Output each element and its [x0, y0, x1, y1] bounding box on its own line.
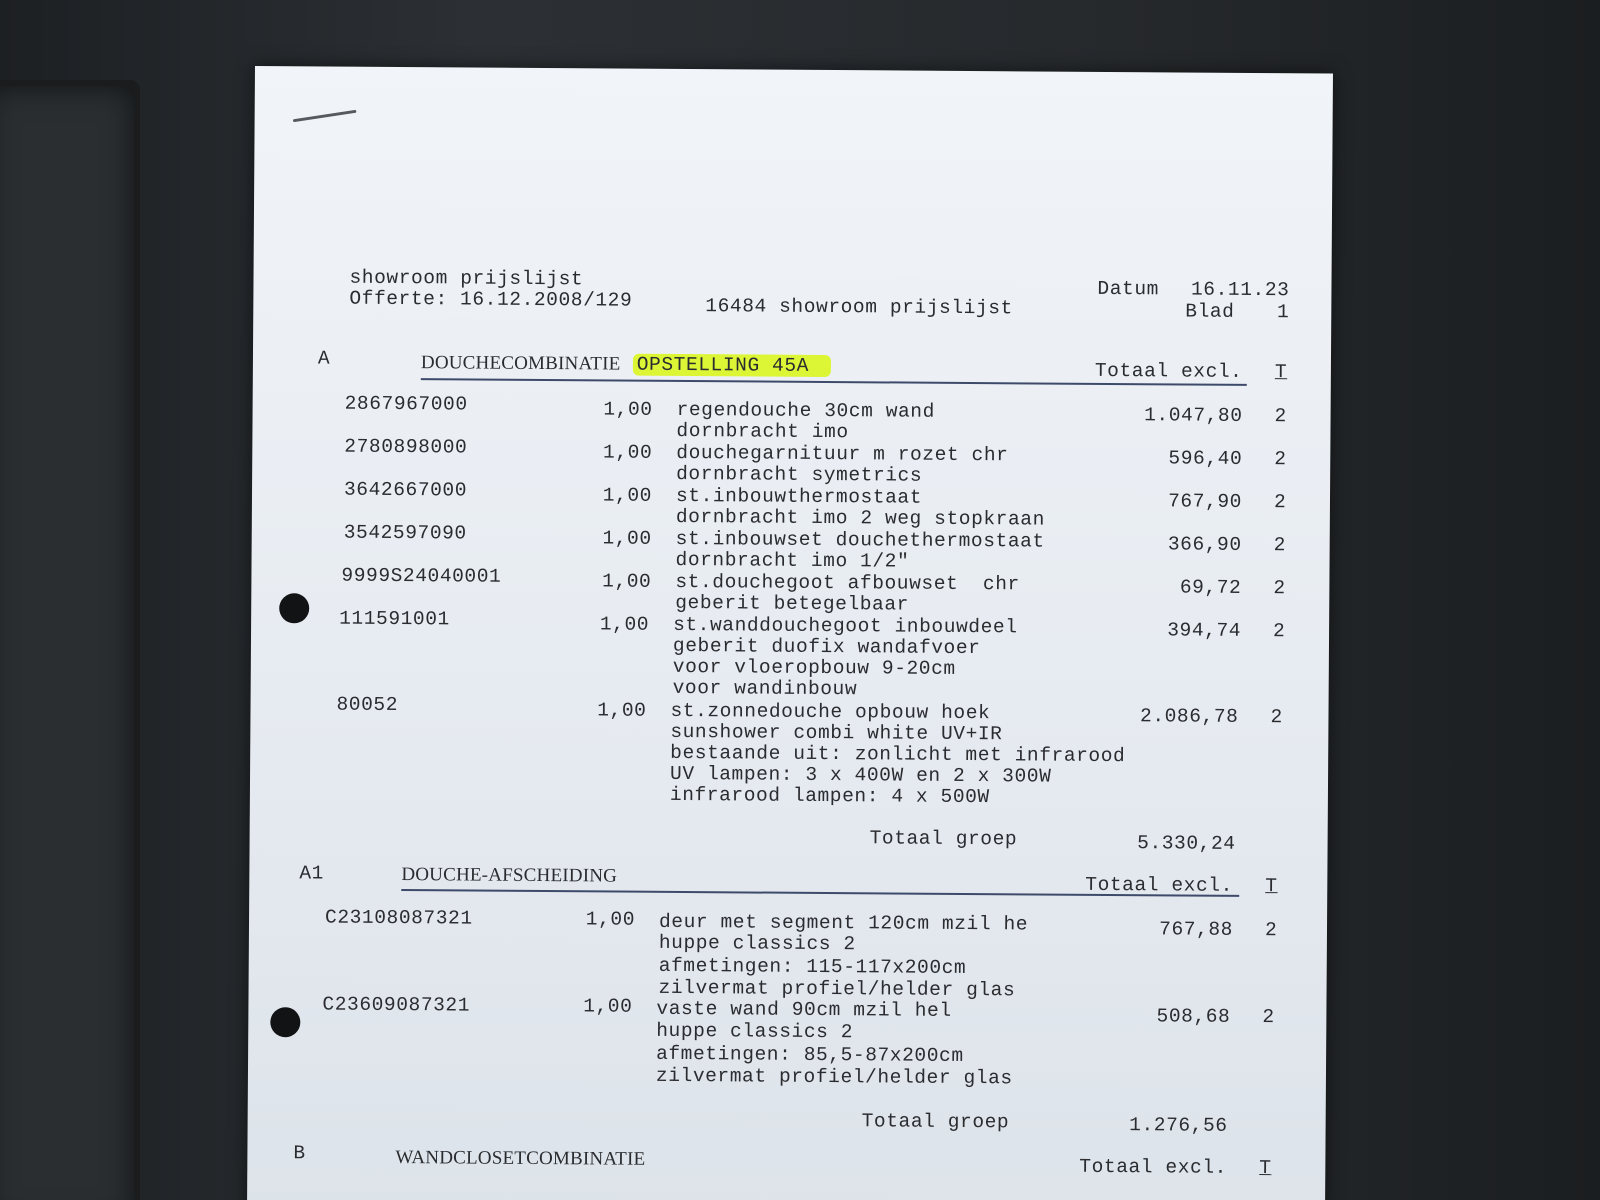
t-column-header: T	[1265, 875, 1278, 898]
section-title	[401, 864, 617, 888]
section-title	[421, 352, 831, 377]
t-column-header: T	[1274, 361, 1288, 384]
price: 1.047,80	[1144, 404, 1243, 427]
description-line: geberit betegelbaar	[675, 591, 910, 616]
description-line: zilvermat profiel/helder glas	[655, 1064, 1013, 1090]
datum-value: 16.11.23	[1190, 278, 1290, 302]
description-line: douchegarnituur m rozet chr	[676, 441, 1009, 467]
description-line: geberit duofix wandafvoer	[672, 634, 981, 660]
quantity: 1,00	[602, 570, 652, 593]
description-line: UV lampen: 3 x 400W en 2 x 300W	[669, 762, 1052, 788]
section-title	[395, 1147, 645, 1171]
reference-line: 16484 showroom prijslijst	[705, 295, 1013, 320]
description-line: infrarood lampen: 4 x 500W	[669, 783, 990, 809]
section-title-plain: DOUCHE-AFSCHEIDING	[401, 864, 618, 887]
article-number: 111591001	[339, 607, 450, 631]
group-total-label: Totaal groep	[861, 1110, 1010, 1134]
description-line: st.inbouwset douchethermostaat	[675, 527, 1045, 553]
price: 767,90	[1168, 490, 1243, 513]
blad-label: Blad	[1185, 300, 1235, 323]
price: 2.086,78	[1139, 705, 1239, 728]
description-line: st.zonnedouche opbouw hoek	[670, 699, 991, 725]
description-line: afmetingen: 115-117x200cm	[658, 954, 967, 979]
group-total-value: 5.330,24	[1137, 832, 1236, 855]
group-total-value: 1.276,56	[1129, 1114, 1228, 1137]
description-line: voor wandinbouw	[672, 676, 858, 701]
quantity: 1,00	[602, 484, 653, 507]
document-title: showroom prijslijst	[349, 266, 584, 291]
price-list-sheet	[247, 66, 1333, 1200]
t-column-header: T	[1259, 1157, 1272, 1180]
total-excl-header: Totaal excl.	[1079, 1155, 1228, 1179]
price: 596,40	[1168, 447, 1243, 470]
description-line: st.douchegoot afbouwset chr	[675, 570, 1020, 596]
pen-mark	[293, 110, 357, 123]
description-line: vaste wand 90cm mzil hel	[656, 997, 952, 1022]
binder-folder	[0, 80, 140, 1200]
quantity: 1,00	[602, 527, 652, 550]
price: 767,88	[1159, 918, 1234, 941]
t-code: 2	[1273, 620, 1286, 643]
article-number: 3542597090	[343, 521, 467, 545]
t-code: 2	[1270, 706, 1283, 729]
t-code: 2	[1273, 534, 1287, 557]
description-line: dornbracht imo 1/2"	[675, 548, 910, 573]
article-number: 3642667000	[343, 478, 468, 502]
article-number: C23108087321	[324, 906, 473, 930]
section-title-highlighted: OPSTELLING 45A	[633, 354, 831, 377]
section-code: B	[293, 1142, 306, 1165]
description-line: deur met segment 120cm mzil he	[658, 910, 1029, 936]
blad-value: 1	[1276, 301, 1290, 324]
quantity: 1,00	[585, 908, 636, 931]
description-line: voor vloeropbouw 9-20cm	[672, 655, 956, 680]
article-number: 80052	[336, 693, 399, 717]
price: 508,68	[1156, 1005, 1231, 1028]
t-code: 2	[1262, 1006, 1275, 1029]
t-code: 2	[1264, 919, 1278, 942]
t-code: 2	[1273, 491, 1287, 514]
quantity: 1,00	[603, 441, 653, 464]
punch-hole	[270, 1007, 300, 1037]
t-code: 2	[1273, 577, 1286, 600]
description-line: dornbracht symetrics	[676, 462, 923, 487]
datum-label: Datum	[1097, 277, 1160, 301]
group-total-label: Totaal groep	[869, 827, 1018, 851]
price: 69,72	[1179, 576, 1242, 599]
total-excl-header: Totaal excl.	[1094, 359, 1243, 383]
description-line: regendouche 30cm wand	[676, 398, 936, 423]
section-code: A	[317, 347, 331, 370]
description-line: huppe classics 2	[656, 1019, 854, 1044]
article-number: 2867967000	[344, 392, 468, 416]
punch-hole	[279, 593, 309, 623]
description-line: afmetingen: 85,5-87x200cm	[656, 1042, 964, 1067]
price: 366,90	[1167, 533, 1242, 556]
section-title-plain: DOUCHECOMBINATIE	[420, 352, 621, 375]
section-code: A1	[299, 862, 325, 885]
description-line: zilvermat profiel/helder glas	[658, 976, 1016, 1002]
quantity: 1,00	[597, 699, 647, 722]
description-line: huppe classics 2	[658, 931, 856, 956]
description-line: bestaande uit: zonlicht met infrarood	[670, 741, 1126, 768]
quantity: 1,00	[603, 398, 653, 421]
description-line: st.wanddouchegoot inbouwdeel	[673, 613, 1018, 639]
article-number: 2780898000	[344, 435, 468, 459]
t-code: 2	[1274, 448, 1287, 471]
description-line: st.inbouwthermostaat	[675, 484, 923, 509]
description-line: sunshower combi white UV+IR	[670, 720, 1003, 746]
article-number: 9999S24040001	[341, 564, 502, 588]
price: 394,74	[1167, 619, 1242, 642]
offerte-line: Offerte: 16.12.2008/129	[349, 287, 633, 312]
description-line: dornbracht imo 2 weg stopkraan	[675, 505, 1045, 531]
quantity: 1,00	[583, 995, 633, 1018]
quantity: 1,00	[599, 613, 650, 636]
t-code: 2	[1274, 405, 1287, 428]
description-line: dornbracht imo	[676, 419, 849, 444]
total-excl-header: Totaal excl.	[1085, 873, 1234, 897]
article-number: C23609087321	[322, 993, 471, 1017]
section-title-plain: WANDCLOSETCOMBINATIE	[395, 1147, 646, 1170]
